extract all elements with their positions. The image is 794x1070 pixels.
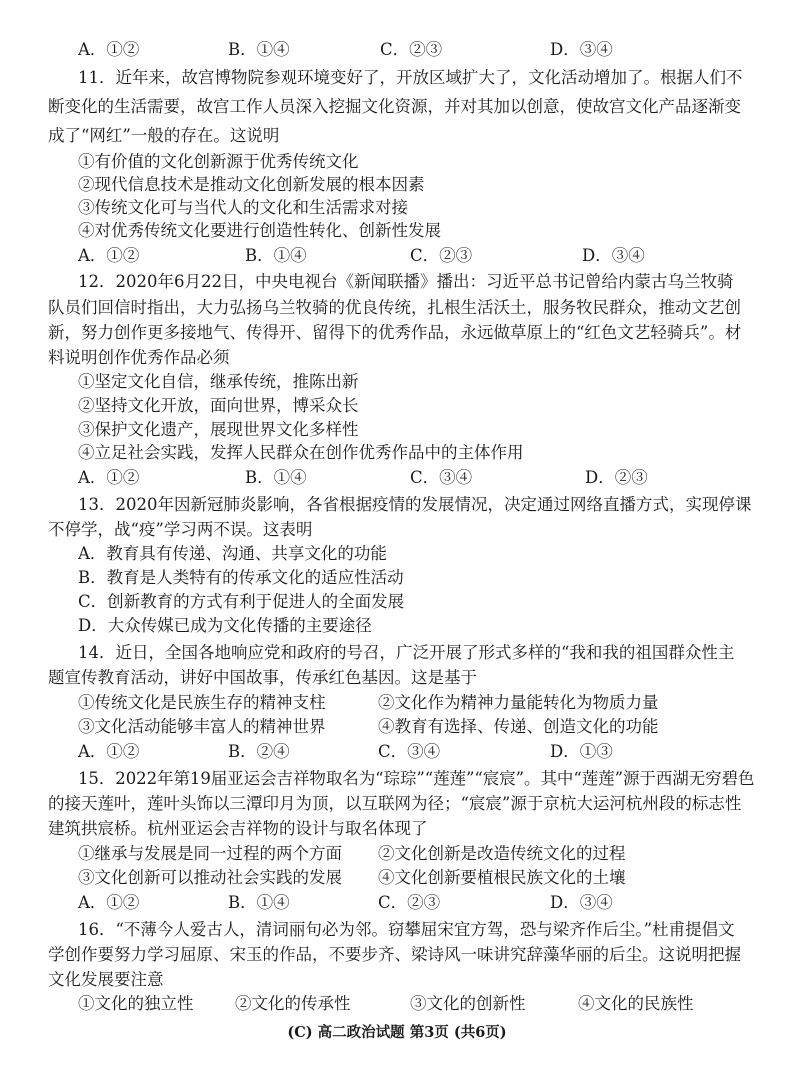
q12-item: ②坚持文化开放，面向世界，博采众长 (78, 396, 359, 415)
q16-item: ②文化的传承性 (235, 994, 351, 1013)
q14-item: ④教育有选择、传递、创造文化的功能 (378, 717, 659, 736)
q16-item: ④文化的民族性 (578, 994, 694, 1013)
q15-stem-line: 15．2022年第19届亚运会吉祥物取名为“琮琮”“莲莲”“宸宸”。其中“莲莲”源于西湖无穷碧色 (78, 769, 755, 788)
q10-choice-b: B．①④ (228, 40, 290, 59)
q11-stem-line: 11．近年来，故宫博物院参观环境变好了，开放区域扩大了，文化活动增加了。根据人们不 (78, 68, 743, 87)
q15-choice-b: B．①④ (228, 893, 290, 912)
q16-stem-line: 学创作要努力学习屈原、宋玉的作品，不要步齐、梁诗风一味讲究辞藻华丽的后尘。这说明把握 (48, 945, 741, 964)
q12-item: ③保护文化遗产，展现世界文化多样性 (78, 420, 359, 439)
q14-choice-d: D．①③ (550, 742, 613, 761)
q12-choice-c: C．③④ (410, 468, 473, 487)
q11-item: ②现代信息技术是推动文化创新发展的根本因素 (78, 175, 425, 194)
q11-item: ④对优秀传统文化要进行创造性转化、创新性发展 (78, 221, 441, 240)
q11-stem-line: 成了“网红”一般的存在。这说明 (48, 126, 280, 145)
q16-stem-line: 16．“不薄今人爱古人，清词丽句必为邻。窃攀屈宋宜方驾，恐与梁齐作后尘。”杜甫提倡文 (78, 920, 735, 939)
q13-choice-d: D．大众传媒已成为文化传播的主要途径 (78, 616, 372, 635)
q12-stem-line: 12．2020年6月22日，中央电视台《新闻联播》播出：习近平总书记曾给内蒙古乌兰牧骑 (78, 272, 734, 291)
q10-choice-c: C．②③ (380, 40, 443, 59)
q12-stem-line: 新，努力创作更多接地气、传得开、留得下的优秀作品，永远做草原上的“红色文艺轻骑兵”。材 (48, 323, 742, 342)
q14-choice-a: A．①② (78, 742, 140, 761)
q11-choice-d: D．③④ (582, 246, 645, 265)
q15-stem-line: 的接天莲叶，莲叶头饰以三潭印月为顶，以互联网为径；“宸宸”源于京杭大运河杭州段的标志性 (48, 794, 742, 813)
q16-stem-line: 文化发展要注意 (48, 970, 164, 989)
q14-stem-line: 题宣传教育活动，讲好中国故事，传承红色基因。这是基于 (48, 668, 477, 687)
q14-item: ③文化活动能够丰富人的精神世界 (78, 717, 326, 736)
q11-item: ①有价值的文化创新源于优秀传统文化 (78, 152, 359, 171)
q13-stem-line: 13．2020年因新冠肺炎影响，各省根据疫情的发展情况，决定通过网络直播方式，实现停课 (78, 495, 752, 514)
q15-item: ④文化创新要植根民族文化的土壤 (378, 868, 626, 887)
q15-choice-d: D．③④ (550, 893, 613, 912)
q15-choice-a: A．①② (78, 893, 140, 912)
q11-choice-a: A．①② (78, 246, 140, 265)
q11-item: ③传统文化可与当代人的文化和生活需求对接 (78, 198, 408, 217)
q15-item: ③文化创新可以推动社会实践的发展 (78, 868, 342, 887)
q10-choice-a: A．①② (78, 40, 140, 59)
q12-stem-line: 队员们回信时指出，大力弘扬乌兰牧骑的优良传统，扎根生活沃土，服务牧民群众，推动文艺创 (48, 298, 741, 317)
q15-stem-line: 建筑拱宸桥。杭州亚运会吉祥物的设计与取名体现了 (48, 819, 428, 838)
q12-choice-d: D．②③ (585, 468, 648, 487)
q11-choice-b: B．①④ (245, 246, 307, 265)
q13-choice-b: B．教育是人类特有的传承文化的适应性活动 (78, 568, 404, 587)
q13-choice-c: C．创新教育的方式有利于促进人的全面发展 (78, 592, 405, 611)
q14-item: ①传统文化是民族生存的精神支柱 (78, 693, 326, 712)
q12-choice-a: A．①② (78, 468, 140, 487)
q12-choice-b: B．①④ (245, 468, 307, 487)
q11-stem-line: 断变化的生活需要，故宫工作人员深入挖掘文化资源，并对其加以创意，使故宫文化产品逐渐变 (48, 97, 741, 116)
q11-choice-c: C．②③ (410, 246, 473, 265)
q14-choice-b: B．②④ (228, 742, 290, 761)
q15-item: ①继承与发展是同一过程的两个方面 (78, 844, 342, 863)
q16-item: ③文化的创新性 (410, 994, 526, 1013)
q12-item: ①坚定文化自信，继承传统，推陈出新 (78, 372, 359, 391)
q12-stem-line: 料说明创作优秀作品必须 (48, 348, 230, 367)
q16-item: ①文化的独立性 (78, 994, 194, 1013)
page-footer: (C) 高二政治试题 第3页 (共6页) (287, 1024, 507, 1041)
q14-stem-line: 14．近日，全国各地响应党和政府的号召，广泛开展了形式多样的“我和我的祖国群众性主 (78, 643, 735, 662)
q13-choice-a: A．教育具有传递、沟通、共享文化的功能 (78, 544, 387, 563)
q15-choice-c: C．②③ (378, 893, 441, 912)
q15-item: ②文化创新是改造传统文化的过程 (378, 844, 626, 863)
q10-choice-d: D．③④ (550, 40, 613, 59)
q14-choice-c: C．③④ (378, 742, 441, 761)
q14-item: ②文化作为精神力量能转化为物质力量 (378, 693, 659, 712)
q12-item: ④立足社会实践，发挥人民群众在创作优秀作品中的主体作用 (78, 443, 524, 462)
q13-stem-line: 不停学，战“疫”学习两不误。这表明 (48, 520, 313, 539)
